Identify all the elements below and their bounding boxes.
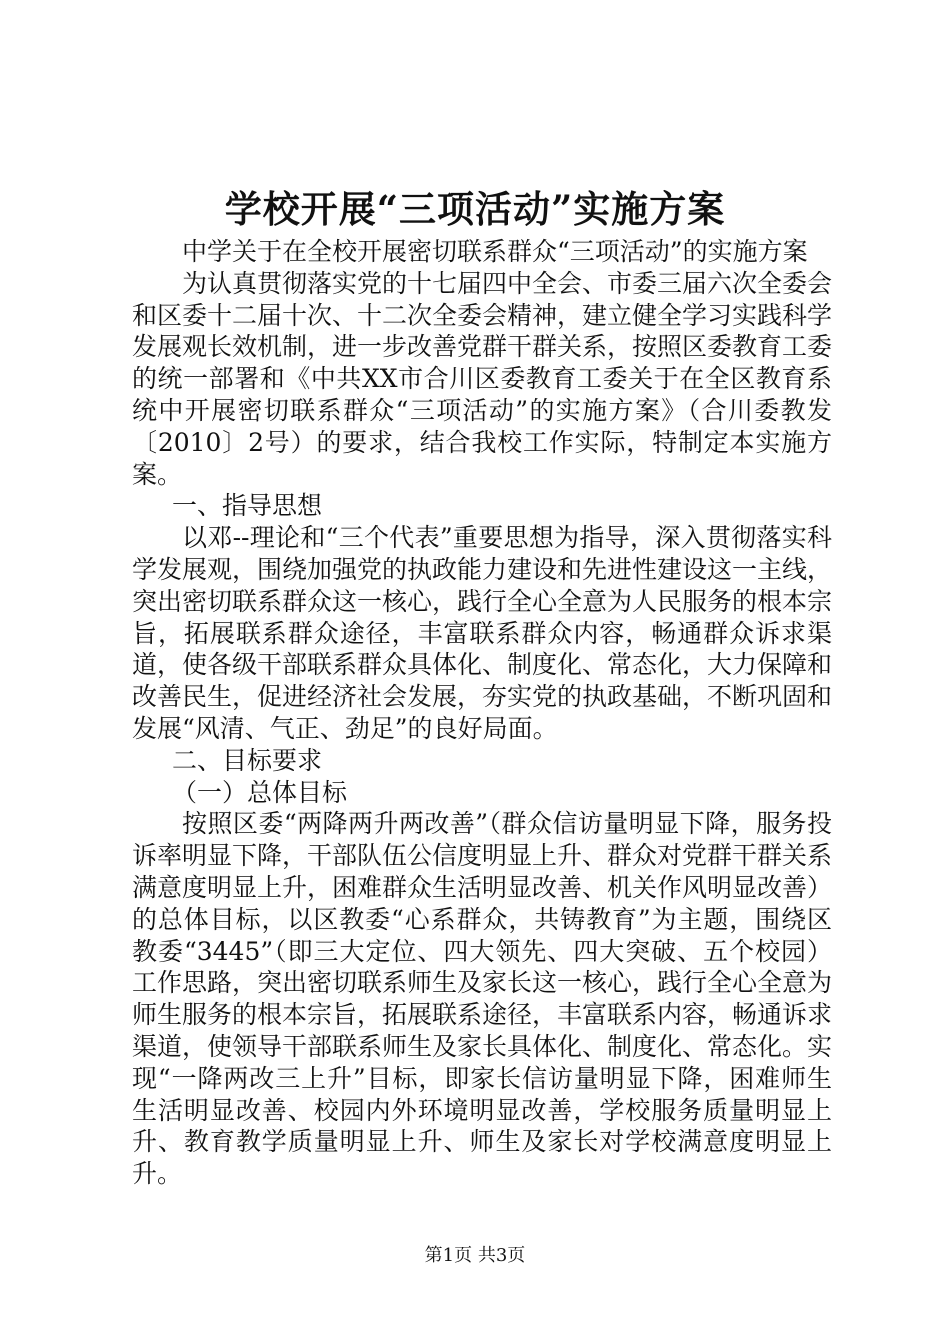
- document-title: 学校开展“三项活动”实施方案: [224, 187, 726, 231]
- section-heading-guiding-ideology: 一、指导思想: [172, 491, 323, 521]
- paragraph-intro: 为认真贯彻落实党的十七届四中全会、市委三届六次全委会和区委十二届十次、十二次全委会精神，建立健全学习实践科学发展观长效机制，进一步改善党群干群关系，按照区委教育工委的统一部署和《中共XX市合川区委教育工委关于在全区教育系统中开展密切联系群众“三项活动”的实施方案》（合川委教发〔2010〕2号）的要求，结合我校工作实际，特制定本实施方案。: [132, 268, 833, 489]
- section-heading-goals: 二、目标要求: [172, 745, 323, 775]
- paragraph-overall-goal: 按照区委“两降两升两改善”（群众信访量明显下降，服务投诉率明显下降，干部队伍公信度明显上升、群众对党群干群关系满意度明显上升，困难群众生活明显改善、机关作风明显改善）的总体目标，以区教委“心系群众，共铸教育”为主题，围绕区教委“3445”（即三大定位、四大领先、四大突破、五个校园）工作思路，突出密切联系师生及家长这一核心，践行全心全意为师生服务的根本宗旨，拓展联系途径，丰富联系内容，畅通诉求渠道，使领导干部联系师生及家长具体化、制度化、常态化。实现“一降两改三上升”目标，即家长信访量明显下降，困难师生生活明显改善、校园内外环境明显改善，学校服务质量明显上升、教育教学质量明显上升、师生及家长对学校满意度明显上升。: [132, 809, 833, 1189]
- paragraph-subtitle: 中学关于在全校开展密切联系群众“三项活动”的实施方案: [182, 237, 808, 266]
- subsection-heading-overall-goal: （一）总体目标: [172, 777, 348, 807]
- page-number: 第1页 共3页: [424, 1245, 526, 1266]
- paragraph-guiding-ideology: 以邓--理论和“三个代表”重要思想为指导，深入贯彻落实科学发展观，围绕加强党的执政能力建设和先进性建设这一主线，突出密切联系群众这一核心，践行全心全意为人民服务的根本宗旨，拓展联系群众途径，丰富联系群众内容，畅通群众诉求渠道，使各级干部联系群众具体化、制度化、常态化，大力保障和改善民生，促进经济社会发展，夯实党的执政基础，不断巩固和发展“风清、气正、劲足”的良好局面。: [132, 523, 833, 743]
- document-body: [132, 236, 832, 1190]
